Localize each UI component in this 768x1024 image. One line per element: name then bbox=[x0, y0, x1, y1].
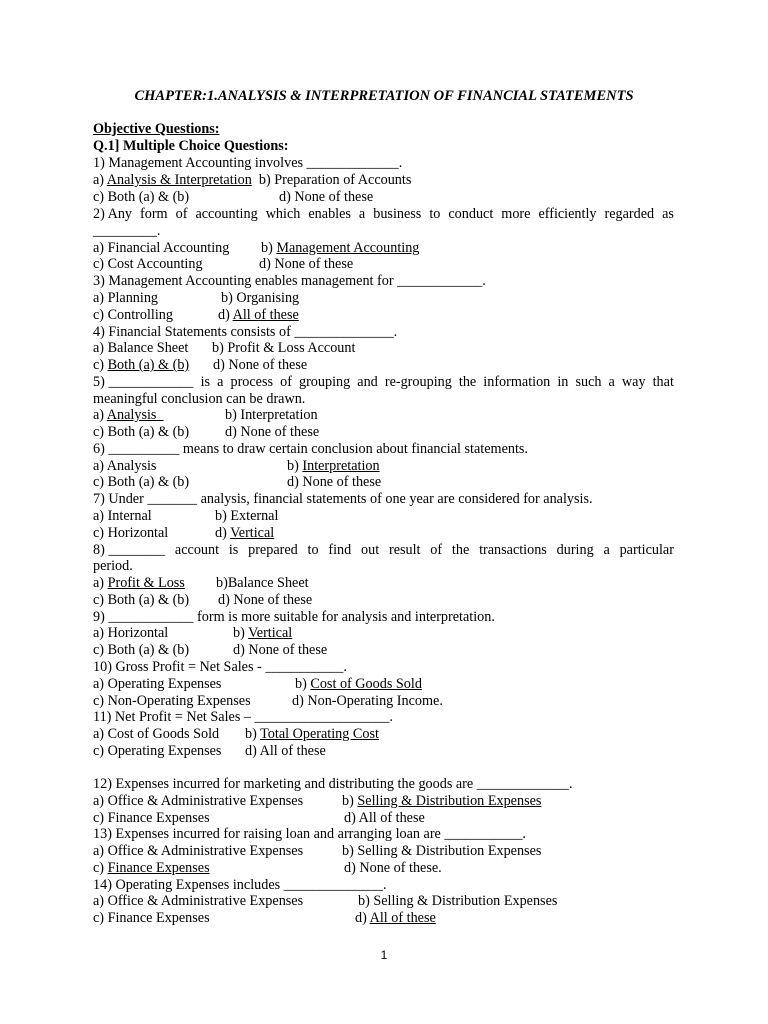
question-9-option-b bbox=[233, 625, 292, 642]
answer-option: Interpretation bbox=[302, 458, 380, 474]
justified-word: conduct bbox=[448, 206, 494, 222]
option-prefix: c) bbox=[93, 860, 108, 876]
justified-word: efficiently bbox=[538, 206, 597, 222]
justified-word: 2) Any bbox=[93, 206, 133, 222]
option: b) External bbox=[215, 508, 279, 524]
answer-option: Vertical bbox=[230, 525, 275, 541]
option-prefix: b) bbox=[295, 676, 311, 692]
answer-option: Analysis & Interpretation bbox=[106, 172, 252, 188]
justified-word: 5) ____________ bbox=[93, 374, 194, 390]
question-14: 14) Operating Expenses includes ______________. bbox=[93, 877, 387, 893]
question-7-option-d bbox=[215, 525, 274, 542]
option: d) None of these bbox=[287, 474, 382, 490]
question-11: 11) Net Profit = Net Sales – ___________________. bbox=[93, 709, 393, 725]
question-6: 6) __________ means to draw certain conclusion about financial statements. bbox=[93, 441, 528, 457]
option-prefix: d) bbox=[215, 525, 231, 541]
option: d) All of these bbox=[245, 743, 326, 759]
question-3-option-d bbox=[218, 307, 299, 324]
option-prefix: a) bbox=[93, 575, 108, 591]
option: d) None of these bbox=[259, 256, 354, 272]
question-5-line-2: meaningful conclusion can be drawn. bbox=[93, 391, 306, 407]
justified-word: way bbox=[621, 374, 646, 390]
option: a) Planning bbox=[93, 290, 159, 306]
option: d) None of these bbox=[279, 189, 374, 205]
answer-option: All of these bbox=[232, 307, 299, 323]
answer-option: Selling & Distribution Expenses bbox=[357, 793, 542, 809]
question-13: 13) Expenses incurred for raising loan and arranging loan are ___________. bbox=[93, 826, 526, 842]
section-heading: Objective Questions: bbox=[93, 121, 220, 137]
option: c) Both (a) & (b) bbox=[93, 592, 190, 608]
question-2-option-b bbox=[261, 240, 419, 257]
option-prefix: b) bbox=[342, 793, 358, 809]
question-14-option-d bbox=[355, 910, 436, 927]
option: c) Finance Expenses bbox=[93, 910, 210, 926]
justified-word: and bbox=[357, 374, 378, 390]
justified-word: a bbox=[603, 542, 610, 558]
justified-word: during bbox=[556, 542, 594, 558]
option: a) Office & Administrative Expenses bbox=[93, 843, 304, 859]
option: d) None of these bbox=[218, 592, 313, 608]
question-8-option-a bbox=[93, 575, 185, 592]
option: a) Office & Administrative Expenses bbox=[93, 793, 304, 809]
justified-word: re-grouping bbox=[384, 374, 452, 390]
option: c) Both (a) & (b) bbox=[93, 189, 190, 205]
justified-word: transactions bbox=[479, 542, 547, 558]
justified-word: the bbox=[458, 374, 477, 390]
question-2-line-2: _________. bbox=[93, 223, 161, 239]
option-prefix: a) bbox=[93, 407, 107, 423]
question-5-line-1 bbox=[93, 374, 674, 391]
justified-word: of bbox=[175, 206, 188, 222]
justified-word: which bbox=[265, 206, 301, 222]
answer-option: Both (a) & (b) bbox=[107, 357, 190, 373]
option: c) Horizontal bbox=[93, 525, 169, 541]
option-prefix: d) bbox=[355, 910, 370, 926]
question-8-line-1 bbox=[93, 542, 674, 559]
page-number: 1 bbox=[380, 948, 388, 962]
justified-word: form bbox=[140, 206, 168, 222]
question-1-options-ab bbox=[93, 172, 411, 189]
answer-option: Finance Expenses bbox=[107, 860, 210, 876]
option-prefix: a) bbox=[93, 172, 107, 188]
option: b) Selling & Distribution Expenses bbox=[358, 893, 558, 909]
option: d) All of these bbox=[344, 810, 425, 826]
option: a) Balance Sheet bbox=[93, 340, 189, 356]
option: c) Finance Expenses bbox=[93, 810, 210, 826]
justified-word: accounting bbox=[195, 206, 258, 222]
justified-word: of bbox=[280, 374, 292, 390]
option: d) None of these. bbox=[344, 860, 442, 876]
option-prefix: c) bbox=[93, 357, 108, 373]
justified-word: information bbox=[483, 374, 551, 390]
justified-word: regarded bbox=[604, 206, 655, 222]
option-prefix: b) bbox=[245, 726, 261, 742]
answer-option: Cost of Goods Sold bbox=[310, 676, 422, 692]
option: c) Both (a) & (b) bbox=[93, 642, 190, 658]
option: c) Operating Expenses bbox=[93, 743, 222, 759]
question-8-line-2: period. bbox=[93, 558, 133, 574]
option: a) Cost of Goods Sold bbox=[93, 726, 220, 742]
option: c) Cost Accounting bbox=[93, 256, 203, 272]
justified-word: 8) ________ bbox=[93, 542, 166, 558]
justified-word: the bbox=[451, 542, 470, 558]
answer-option: Total Operating Cost bbox=[260, 726, 379, 742]
justified-word: of bbox=[430, 542, 443, 558]
question-9: 9) ____________ form is more suitable for analysis and interpretation. bbox=[93, 609, 495, 625]
option: b) Preparation of Accounts bbox=[251, 172, 412, 188]
justified-word: a bbox=[217, 374, 224, 390]
justified-word: particular bbox=[619, 542, 674, 558]
option: d) None of these bbox=[225, 424, 320, 440]
justified-word: out bbox=[361, 542, 380, 558]
option: b) Interpretation bbox=[225, 407, 318, 423]
justified-word: prepared bbox=[248, 542, 298, 558]
justified-word: business bbox=[373, 206, 422, 222]
option: c) Controlling bbox=[93, 307, 173, 323]
option: c) Both (a) & (b) bbox=[93, 474, 190, 490]
option: a) Horizontal bbox=[93, 625, 169, 641]
option: c) Non-Operating Expenses bbox=[93, 693, 251, 709]
answer-option: Vertical bbox=[248, 625, 293, 641]
question-12: 12) Expenses incurred for marketing and distributing the goods are _____________. bbox=[93, 776, 573, 792]
option: a) Analysis bbox=[93, 458, 157, 474]
question-4-option-c bbox=[93, 357, 189, 374]
question-10: 10) Gross Profit = Net Sales - ___________. bbox=[93, 659, 347, 675]
justified-word: that bbox=[652, 374, 674, 390]
option-prefix: b) bbox=[261, 240, 277, 256]
option: b) Profit & Loss Account bbox=[212, 340, 356, 356]
justified-word: is bbox=[200, 374, 211, 390]
justified-word: to bbox=[307, 542, 319, 558]
option: d) None of these bbox=[213, 357, 308, 373]
option: b)Balance Sheet bbox=[216, 575, 309, 591]
justified-word: to bbox=[429, 206, 441, 222]
justified-word: enables bbox=[308, 206, 351, 222]
justified-word: a bbox=[358, 206, 366, 222]
justified-word: grouping bbox=[298, 374, 351, 390]
question-4: 4) Financial Statements consists of ______________. bbox=[93, 324, 398, 340]
justified-word: more bbox=[501, 206, 531, 222]
justified-word: such bbox=[575, 374, 602, 390]
question-5-option-a bbox=[93, 407, 164, 424]
answer-option: All of these bbox=[369, 910, 436, 926]
question-3: 3) Management Accounting enables management for ____________. bbox=[93, 273, 486, 289]
question-10-option-b bbox=[295, 676, 422, 693]
question-1: 1) Management Accounting involves _____________. bbox=[93, 155, 403, 171]
justified-word: result bbox=[388, 542, 421, 558]
question-2-line-1 bbox=[93, 206, 674, 223]
option: a) Operating Expenses bbox=[93, 676, 222, 692]
justified-word: account bbox=[174, 542, 220, 558]
answer-option: Profit & Loss bbox=[107, 575, 185, 591]
option: d) None of these bbox=[233, 642, 328, 658]
option: a) Financial Accounting bbox=[93, 240, 230, 256]
justified-word: in bbox=[557, 374, 569, 390]
justified-word: find bbox=[328, 542, 352, 558]
question-6-option-b bbox=[287, 458, 380, 475]
option: b) Organising bbox=[221, 290, 300, 306]
justified-word: is bbox=[228, 542, 239, 558]
option-prefix: d) bbox=[218, 307, 233, 323]
question-12-option-b bbox=[342, 793, 541, 810]
question-11-option-b bbox=[245, 726, 379, 743]
option: a) Office & Administrative Expenses bbox=[93, 893, 304, 909]
option-prefix: b) bbox=[233, 625, 249, 641]
justified-word: process bbox=[230, 374, 274, 390]
justified-word: a bbox=[608, 374, 615, 390]
justified-word: as bbox=[662, 206, 674, 222]
question-7: 7) Under _______ analysis, financial statements of one year are considered for analysis. bbox=[93, 491, 593, 507]
answer-option: Analysis bbox=[106, 407, 164, 423]
option: a) Internal bbox=[93, 508, 152, 524]
option: d) Non-Operating Income. bbox=[292, 693, 443, 709]
chapter-title: CHAPTER:1.ANALYSIS & INTERPRETATION OF FINANCIAL STATEMENTS bbox=[134, 88, 634, 104]
answer-option: Management Accounting bbox=[276, 240, 420, 256]
question-13-option-c bbox=[93, 860, 210, 877]
option: b) Selling & Distribution Expenses bbox=[342, 843, 542, 859]
option-prefix: b) bbox=[287, 458, 303, 474]
subsection-heading: Q.1] Multiple Choice Questions: bbox=[93, 138, 289, 154]
option: c) Both (a) & (b) bbox=[93, 424, 190, 440]
